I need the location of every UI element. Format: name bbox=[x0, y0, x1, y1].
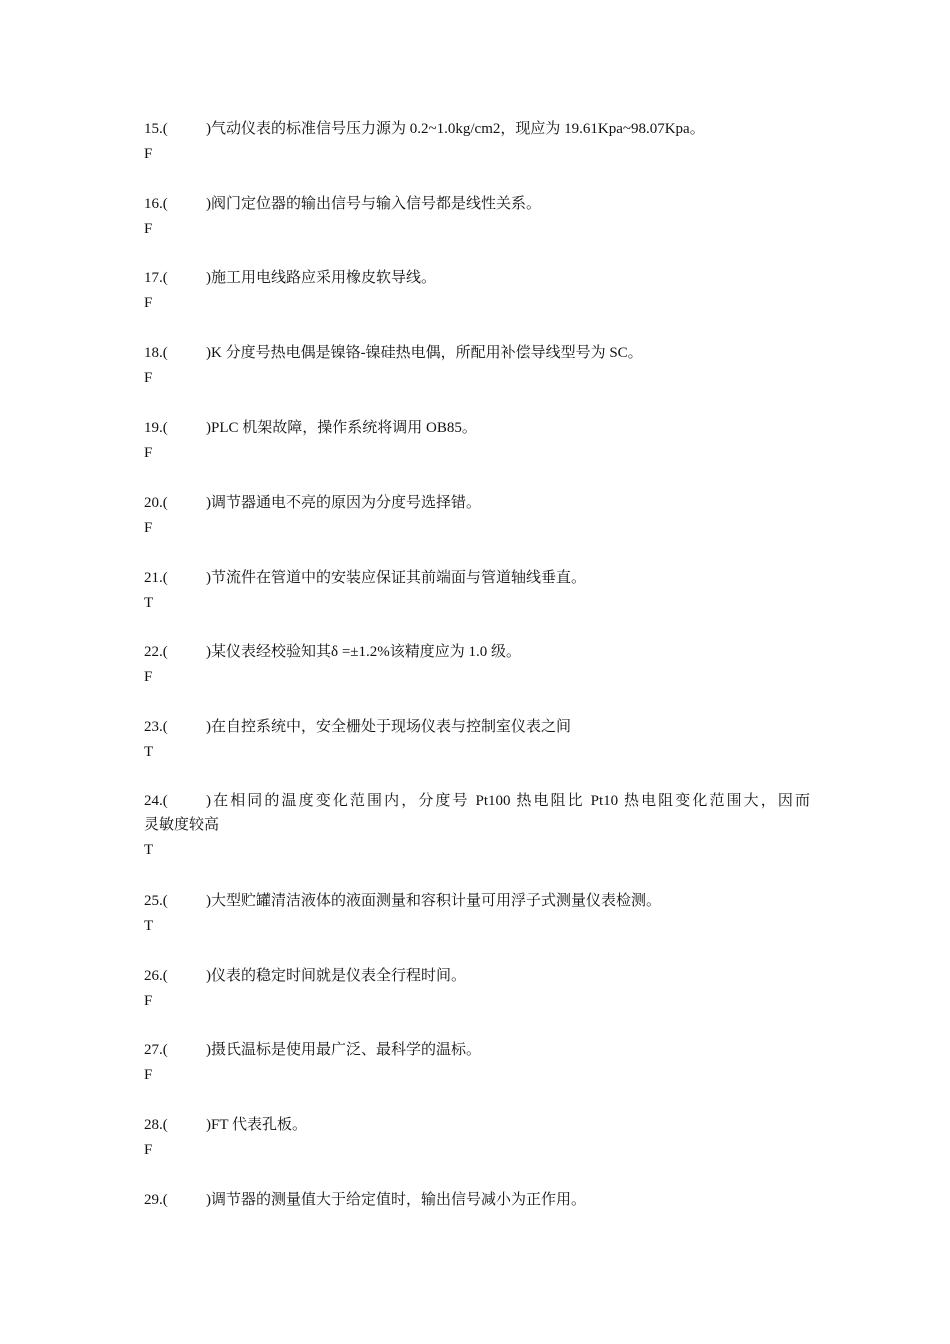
question-number: 17.( bbox=[144, 270, 168, 286]
question-24 bbox=[144, 789, 810, 862]
question-text: )大型贮罐清洁液体的液面测量和容积计量可用浮子式测量仪表检测。 bbox=[206, 893, 662, 909]
question-text: )调节器通电不亮的原因为分度号选择错。 bbox=[206, 495, 482, 511]
question-answer: T bbox=[144, 744, 154, 760]
question-number: 23.( bbox=[144, 719, 168, 735]
question-text: )PLC 机架故障，操作系统将调用 OB85。 bbox=[206, 420, 477, 436]
question-text: )施工用电线路应采用橡皮软导线。 bbox=[206, 270, 437, 286]
question-text: )K 分度号热电偶是镍铬-镍硅热电偶，所配用补偿导线型号为 SC。 bbox=[206, 345, 643, 361]
question-number: 20.( bbox=[144, 495, 168, 511]
question-line bbox=[144, 640, 810, 664]
question-answer: F bbox=[144, 1067, 153, 1083]
question-text: )仪表的稳定时间就是仪表全行程时间。 bbox=[206, 968, 467, 984]
question-line bbox=[144, 566, 810, 590]
question-answer: F bbox=[144, 370, 153, 386]
question-text: )某仪表经校验知其δ =±1.2%该精度应为 1.0 级。 bbox=[206, 644, 522, 660]
question-text-continuation: 灵敏度较高 bbox=[144, 817, 220, 833]
question-text: )阀门定位器的输出信号与输入信号都是线性关系。 bbox=[206, 196, 542, 212]
question-answer: F bbox=[144, 993, 153, 1009]
question-line bbox=[144, 117, 810, 141]
question-text: )调节器的测量值大于给定值时，输出信号减小为正作用。 bbox=[206, 1192, 587, 1208]
question-answer: F bbox=[144, 520, 153, 536]
question-text: )FT 代表孔板。 bbox=[206, 1117, 307, 1133]
question-number: 19.( bbox=[144, 420, 168, 436]
question-line bbox=[144, 1038, 810, 1062]
question-line bbox=[144, 491, 810, 515]
question-line bbox=[144, 416, 810, 440]
question-29 bbox=[144, 1188, 810, 1212]
question-number: 21.( bbox=[144, 570, 168, 586]
question-text: )摄氏温标是使用最广泛、最科学的温标。 bbox=[206, 1042, 482, 1058]
question-number: 29.( bbox=[144, 1192, 168, 1208]
question-number: 16.( bbox=[144, 196, 168, 212]
question-answer: T bbox=[144, 842, 154, 858]
question-answer: F bbox=[144, 221, 153, 237]
question-number: 15.( bbox=[144, 121, 168, 137]
question-number: 22.( bbox=[144, 644, 168, 660]
question-20 bbox=[144, 491, 810, 540]
question-25 bbox=[144, 889, 810, 938]
question-line bbox=[144, 889, 810, 913]
question-answer: F bbox=[144, 1142, 153, 1158]
question-number: 26.( bbox=[144, 968, 168, 984]
question-text: )节流件在管道中的安装应保证其前端面与管道轴线垂直。 bbox=[206, 570, 587, 586]
question-line bbox=[144, 1113, 810, 1137]
question-text: )在相同的温度变化范围内，分度号 Pt100 热电阻比 Pt10 热电阻变化范围大，因而 bbox=[206, 793, 810, 809]
question-21 bbox=[144, 566, 810, 615]
question-19 bbox=[144, 416, 810, 465]
question-17 bbox=[144, 266, 810, 315]
question-number: 18.( bbox=[144, 345, 168, 361]
question-18 bbox=[144, 341, 810, 390]
question-number: 27.( bbox=[144, 1042, 168, 1058]
question-answer: T bbox=[144, 918, 154, 934]
question-number: 24.( bbox=[144, 793, 168, 809]
question-28 bbox=[144, 1113, 810, 1162]
question-line bbox=[144, 964, 810, 988]
question-answer: F bbox=[144, 146, 153, 162]
question-26 bbox=[144, 964, 810, 1013]
question-answer: T bbox=[144, 595, 154, 611]
question-line bbox=[144, 341, 810, 365]
question-15 bbox=[144, 117, 810, 166]
question-text: )气动仪表的标准信号压力源为 0.2~1.0kg/cm2，现应为 19.61Kpa~98.07Kpa。 bbox=[206, 121, 705, 137]
question-16 bbox=[144, 192, 810, 241]
question-answer: F bbox=[144, 295, 153, 311]
question-line bbox=[144, 715, 810, 739]
question-line bbox=[144, 266, 810, 290]
question-23 bbox=[144, 715, 810, 764]
question-text: )在自控系统中，安全栅处于现场仪表与控制室仪表之间 bbox=[206, 719, 572, 735]
question-22 bbox=[144, 640, 810, 689]
question-line bbox=[144, 1188, 810, 1212]
question-27 bbox=[144, 1038, 810, 1087]
question-number: 28.( bbox=[144, 1117, 168, 1133]
question-line bbox=[144, 192, 810, 216]
question-answer: F bbox=[144, 445, 153, 461]
question-answer: F bbox=[144, 669, 153, 685]
question-line bbox=[144, 789, 810, 813]
question-number: 25.( bbox=[144, 893, 168, 909]
